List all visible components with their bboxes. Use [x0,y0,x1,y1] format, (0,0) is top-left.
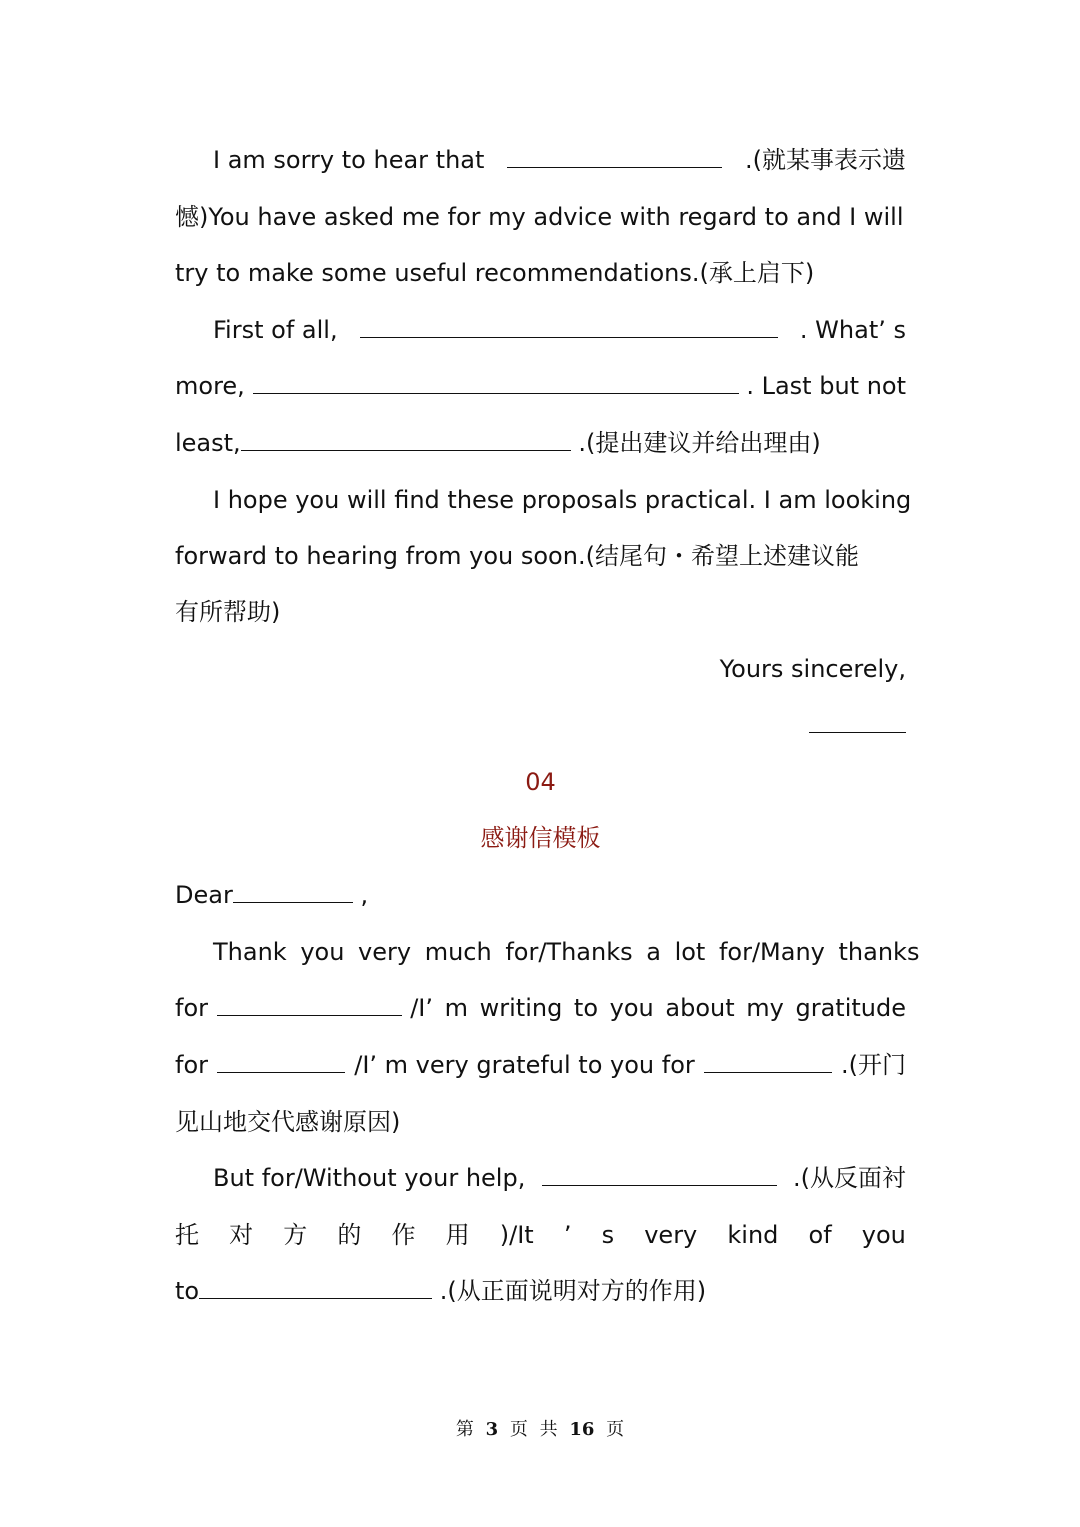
paragraph-line [175,932,920,972]
paragraph-line [175,592,906,632]
footer-mid: 页 共 [509,1419,558,1440]
fill-blank [199,1272,432,1299]
fill-blank [217,989,402,1016]
text: I hope you will find these proposals practical. I am looking [213,486,912,514]
fill-blank [360,311,778,338]
text: .(从正面说明对方的作用) [439,1277,707,1305]
section-title-text: 感谢信模板 [480,824,601,852]
fill-blank [507,141,722,168]
text: for [175,994,208,1022]
paragraph-line [175,310,906,350]
paragraph-line [175,1102,906,1142]
text: more, [175,372,245,400]
word: you [861,1221,906,1249]
paragraph-line [175,423,906,463]
fill-blank [241,424,571,451]
fill-blank [253,367,739,394]
footer-pre: 第 [455,1419,474,1440]
text: First of all, [213,316,338,344]
text: try to make some useful recommendations.(承上启下) [175,259,815,287]
word: ’ [563,1221,572,1249]
text: to [175,1277,200,1305]
paragraph-line [175,197,906,237]
text: .(从反面衬 [792,1164,906,1192]
text: . What’ s [799,316,906,344]
word: of [808,1221,832,1249]
text: least, [175,429,241,457]
text: .(提出建议并给出理由) [578,429,821,457]
word: 对 [229,1221,254,1249]
paragraph-line [175,1215,906,1255]
paragraph-line [175,1271,906,1311]
closing: Yours sincerely, [719,655,906,683]
paragraph-line [175,253,906,293]
word: 用 [445,1221,470,1249]
footer-page-number: 3 [485,1419,499,1440]
section-number-text: 04 [525,768,556,796]
fill-blank [217,1046,345,1073]
signature-line [175,705,906,745]
paragraph-line [175,366,906,406]
footer-total-pages: 16 [569,1419,595,1440]
text: 见山地交代感谢原因) [175,1108,401,1136]
word: s [601,1221,615,1249]
word: 作 [391,1221,416,1249]
text: Thank you very much for/Thanks a lot for/Many thanks [213,938,920,966]
section-number [175,762,906,802]
text: .(就某事表示遗 [745,146,906,174]
footer-post: 页 [606,1419,625,1440]
paragraph-line [175,480,912,520]
closing-line [175,649,906,689]
word: 的 [337,1221,362,1249]
text: /I’ m very grateful to you for [354,1051,695,1079]
text: /I’ m writing to you about my gratitude [410,994,906,1022]
text: 有所帮助) [175,598,281,626]
paragraph-line [175,140,906,180]
text: , [360,881,369,909]
signature-blank [809,706,906,733]
text: But for/Without your help, [213,1164,526,1192]
salutation-line [175,875,906,915]
document-page [175,0,920,1527]
paragraph-line [175,1045,906,1085]
fill-blank [704,1046,832,1073]
section-title [175,818,906,858]
paragraph-line [175,536,906,576]
word: very [644,1221,698,1249]
text: for [175,1051,208,1079]
text: I am sorry to hear that [213,146,485,174]
text: forward to hearing from you soon.(结尾句・希望上述建议能 [175,542,859,570]
word: 托 [175,1221,199,1249]
fill-blank [542,1159,777,1186]
paragraph-line [175,988,906,1028]
text: . Last but not [746,372,906,400]
fill-blank [233,876,353,903]
text: .(开门 [841,1051,906,1079]
word: 方 [283,1221,308,1249]
word: kind [727,1221,779,1249]
text: Dear [175,881,233,909]
text: 憾)You have asked me for my advice with regard to and I will [175,203,904,231]
page-footer [0,1415,1080,1445]
word: )/It [499,1221,534,1249]
paragraph-line [175,1158,906,1198]
